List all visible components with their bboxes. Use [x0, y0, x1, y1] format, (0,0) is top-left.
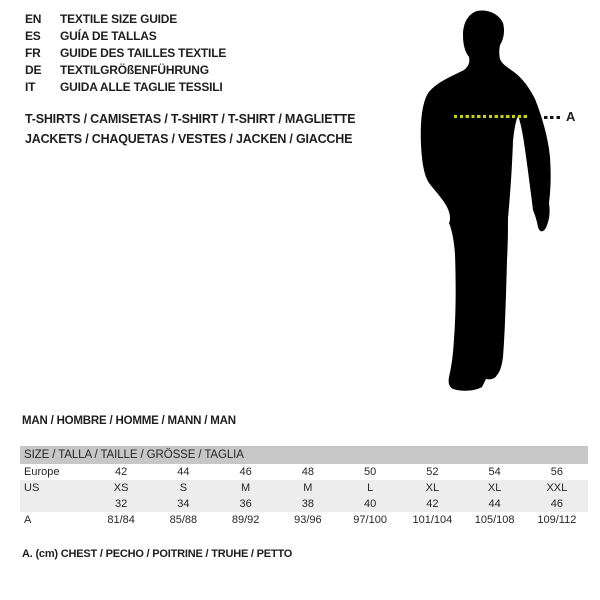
cell: M: [277, 480, 339, 496]
cell: 56: [550, 466, 563, 478]
cell: 89/92: [231, 514, 260, 526]
category-tshirts: T-SHIRTS / CAMISETAS / T-SHIRT / T-SHIRT / MAGLIETTE: [25, 112, 356, 126]
language-list: [25, 10, 226, 95]
measure-footnote: A. (cm) CHEST / PECHO / POITRINE / TRUHE / PETTO: [22, 548, 293, 560]
language-row: [25, 44, 226, 61]
language-row: [25, 27, 226, 44]
cell: 105/108: [474, 514, 515, 526]
language-row: [25, 78, 226, 95]
cell: 34: [152, 496, 214, 512]
cell: 40: [339, 496, 401, 512]
cell: XL: [401, 480, 463, 496]
cell: 32: [90, 496, 152, 512]
cell: 48: [301, 466, 314, 478]
category-list: [25, 109, 355, 149]
chest-measure-label: A: [566, 109, 576, 124]
cell: 101/104: [412, 514, 453, 526]
cell: 42: [115, 466, 128, 478]
language-title: GUIDA ALLE TAGLIE TESSILI: [60, 79, 223, 94]
language-title: GUÍA DE TALLAS: [60, 28, 157, 43]
table-row-europe: [20, 464, 588, 480]
row-label: Europe: [24, 466, 60, 478]
language-title: TEXTILGRÖßENFÜHRUNG: [60, 62, 209, 77]
gender-heading: MAN / HOMBRE / HOMME / MANN / MAN: [22, 415, 236, 427]
size-table: [20, 446, 588, 528]
row-label: A: [24, 514, 32, 526]
size-table-header: [20, 446, 588, 464]
cell: 54: [488, 466, 501, 478]
table-row-us: [20, 480, 588, 496]
language-code: FR: [25, 45, 41, 60]
chest-measure-line: [454, 115, 529, 118]
language-code: ES: [25, 28, 41, 43]
size-table-header-label: SIZE / TALLA / TAILLE / GRÖSSE / TAGLIA: [20, 446, 588, 464]
cell: 42: [401, 496, 463, 512]
cell: S: [152, 480, 214, 496]
language-title: TEXTILE SIZE GUIDE: [60, 11, 178, 26]
cell: 50: [364, 466, 377, 478]
cell: 36: [215, 496, 277, 512]
cell: L: [339, 480, 401, 496]
cell: 44: [177, 466, 190, 478]
cell: 97/100: [353, 514, 387, 526]
cell: XXL: [526, 480, 588, 496]
cell: 109/112: [537, 514, 577, 526]
table-row-chest: [20, 512, 588, 528]
row-label: US: [20, 480, 90, 496]
table-row-uk: [20, 496, 588, 512]
row-label: [20, 496, 90, 512]
language-code: DE: [25, 62, 42, 77]
language-row: [25, 10, 226, 27]
language-code: EN: [25, 11, 42, 26]
cell: 38: [277, 496, 339, 512]
cell: 81/84: [107, 514, 135, 526]
language-row: [25, 61, 226, 78]
cell: 93/96: [294, 514, 322, 526]
cell: XS: [90, 480, 152, 496]
cell: 46: [239, 466, 252, 478]
category-jackets: JACKETS / CHAQUETAS / VESTES / JACKEN / GIACCHE: [25, 132, 353, 146]
cell: 52: [426, 466, 439, 478]
language-code: IT: [25, 79, 36, 94]
cell: 46: [526, 496, 588, 512]
cell: 44: [464, 496, 526, 512]
man-silhouette: [420, 8, 560, 393]
language-title: GUIDE DES TAILLES TEXTILE: [60, 45, 227, 60]
chest-measure-line-ext: [544, 116, 562, 119]
cell: 85/88: [169, 514, 198, 526]
cell: M: [215, 480, 277, 496]
cell: XL: [464, 480, 526, 496]
